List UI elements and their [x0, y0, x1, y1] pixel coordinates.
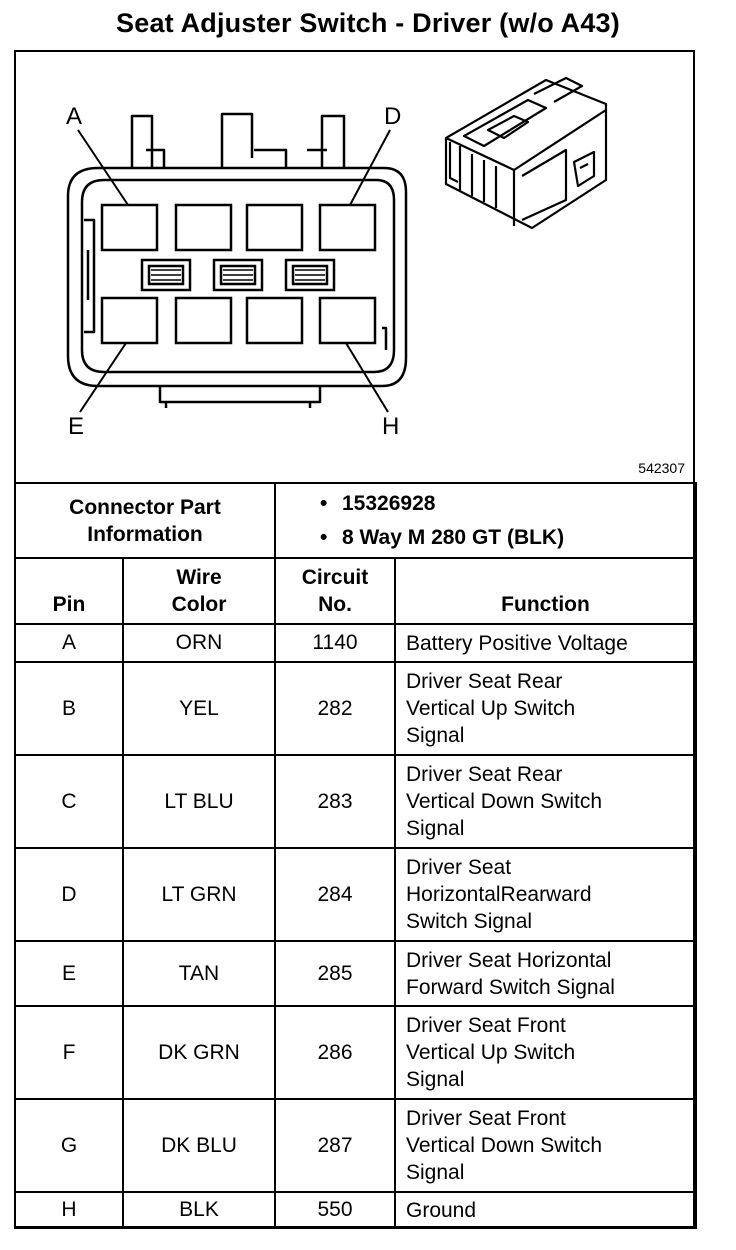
- pin-label-h: H: [382, 413, 400, 440]
- pin-label-d: D: [384, 103, 402, 130]
- leader-lines: [78, 130, 390, 412]
- center-latch: [222, 114, 252, 168]
- header-wire-color: Wire Color: [123, 558, 275, 624]
- table-row: H BLK 550 Ground: [15, 1192, 696, 1228]
- pin-label-e: E: [68, 413, 85, 440]
- connector-info-row: [15, 483, 696, 558]
- connector-info-values: [275, 483, 696, 558]
- connector-isometric-view: [446, 78, 606, 228]
- part-number: • 15326928: [320, 491, 436, 515]
- table-row: E TAN 285 Driver Seat Horizontal Forward Switch Signal: [15, 941, 696, 1006]
- pin-label-a: A: [66, 103, 83, 130]
- header-function: Function: [395, 558, 696, 624]
- table-row: G DK BLU 287 Driver Seat Front Vertical Down Switch Signal: [15, 1099, 696, 1192]
- connector-type: • 8 Way M 280 GT (BLK): [320, 525, 565, 549]
- table-row: D LT GRN 284 Driver Seat HorizontalRearward Switch Signal: [15, 848, 696, 941]
- header-pin: Pin: [15, 558, 123, 624]
- pinout-table: [14, 482, 697, 1229]
- header-circuit-no: Circuit No.: [275, 558, 395, 624]
- page-title: Seat Adjuster Switch - Driver (w/o A43): [116, 8, 620, 38]
- cavity-row-top: [102, 205, 375, 250]
- table-row: B YEL 282 Driver Seat Rear Vertical Up Switch Signal: [15, 662, 696, 755]
- right-tab: [322, 116, 344, 168]
- table-header-row: [15, 558, 696, 624]
- table-row: C LT BLU 283 Driver Seat Rear Vertical Down Switch Signal: [15, 755, 696, 848]
- table-row: F DK GRN 286 Driver Seat Front Vertical Up Switch Signal: [15, 1006, 696, 1099]
- connector-info-label: Connector Part Information: [15, 483, 275, 558]
- connector-face-drawing: [14, 50, 695, 482]
- table-row: A ORN 1140 Battery Positive Voltage: [15, 624, 696, 662]
- cavity-hatching: [151, 270, 325, 280]
- cavity-row-bottom: [102, 298, 375, 343]
- left-tab: [132, 116, 152, 168]
- figure-reference-number: 542307: [638, 460, 685, 476]
- connector-diagram: [14, 50, 695, 482]
